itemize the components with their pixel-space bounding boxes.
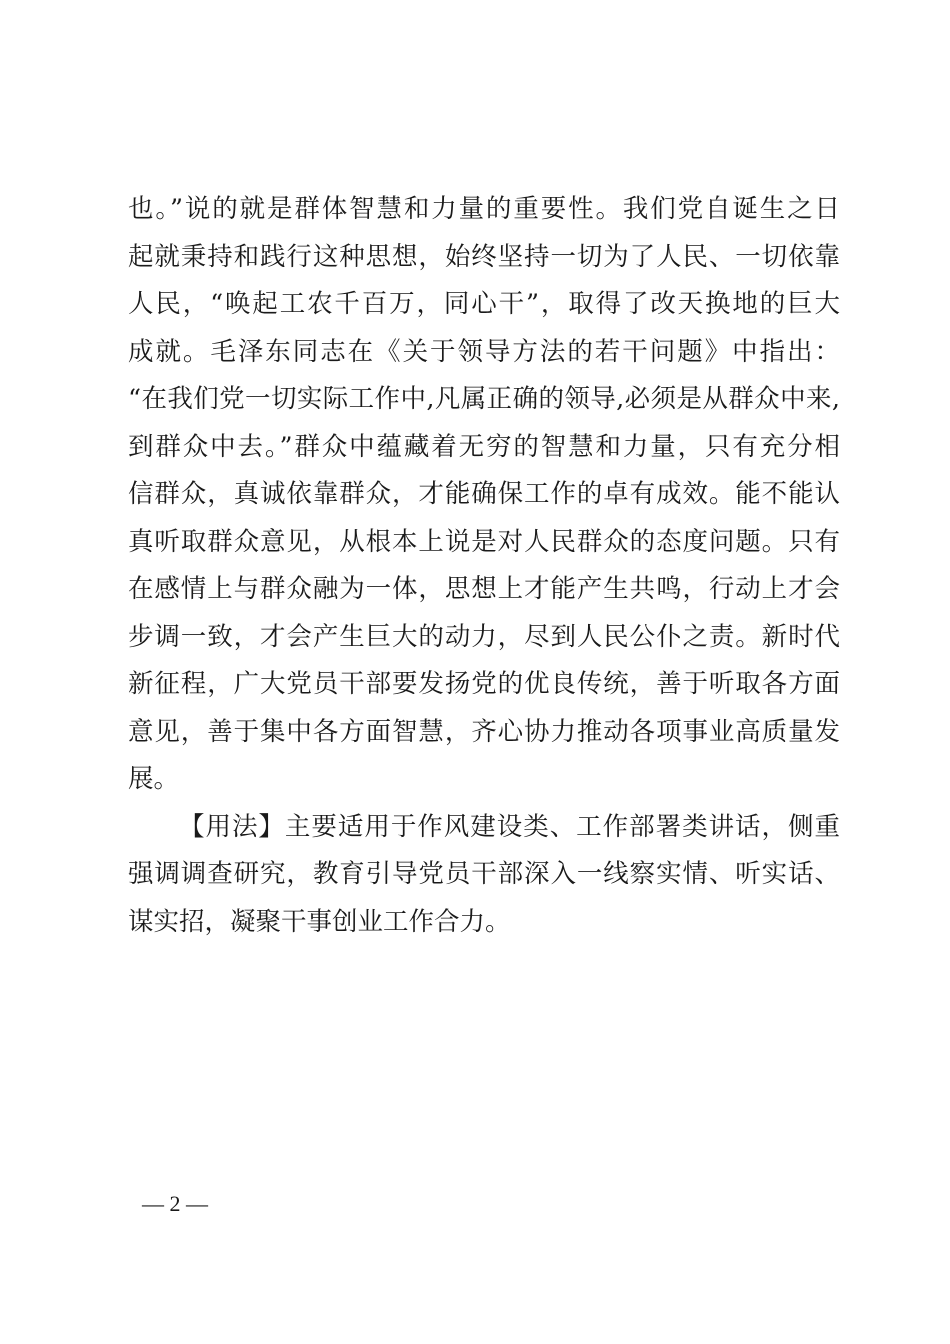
paragraph-1 [128,186,840,804]
paragraph-1-line-4: 成就。毛泽东同志在《关于领导方法的若干问题》中指出： [128,336,840,367]
paragraph-1-line-1: 也。”说的就是群体智慧和力量的重要性。我们党自诞生之日 [128,194,840,224]
body-text [128,186,840,946]
paragraph-1-line-9: 在感情上与群众融为一体，思想上才能产生共鸣，行动上才会 [128,574,840,604]
paragraph-1-line-8: 真听取群众意见，从根本上说是对人民群众的态度问题。只有 [128,526,840,557]
paragraph-2 [128,804,840,947]
paragraph-1-line-3: 人民，“唤起工农千百万，同心干”，取得了改天换地的巨大 [128,289,840,319]
paragraph-2-line-1: 【用法】主要适用于作风建设类、工作部署类讲话，侧重 [179,811,840,842]
paragraph-2-line-3: 谋实招，凝聚干事创业工作合力。 [128,906,511,937]
paragraph-1-line-2: 起就秉持和践行这种思想，始终坚持一切为了人民、一切依靠 [128,241,840,272]
paragraph-1-line-7: 信群众，真诚依靠群众，才能确保工作的卓有成效。能不能认 [128,479,840,509]
paragraph-1-line-13: 展。 [128,764,180,794]
paragraph-1-line-10: 步调一致，才会产生巨大的动力，尽到人民公仆之责。新时代 [128,621,840,652]
paragraph-1-line-11: 新征程，广大党员干部要发扬党的优良传统，善于听取各方面 [128,669,840,699]
paragraph-2-line-2: 强调调查研究，教育引导党员干部深入一线察实情、听实话、 [128,859,840,889]
paragraph-1-line-5: “在我们党一切实际工作中,凡属正确的领导,必须是从群众中来, [128,384,840,414]
page-number: — 2 — [142,1191,208,1216]
paragraph-1-line-12: 意见，善于集中各方面智慧，齐心协力推动各项事业高质量发 [128,716,840,747]
paragraph-1-line-6: 到群众中去。”群众中蕴藏着无穷的智慧和力量，只有充分相 [128,431,840,462]
